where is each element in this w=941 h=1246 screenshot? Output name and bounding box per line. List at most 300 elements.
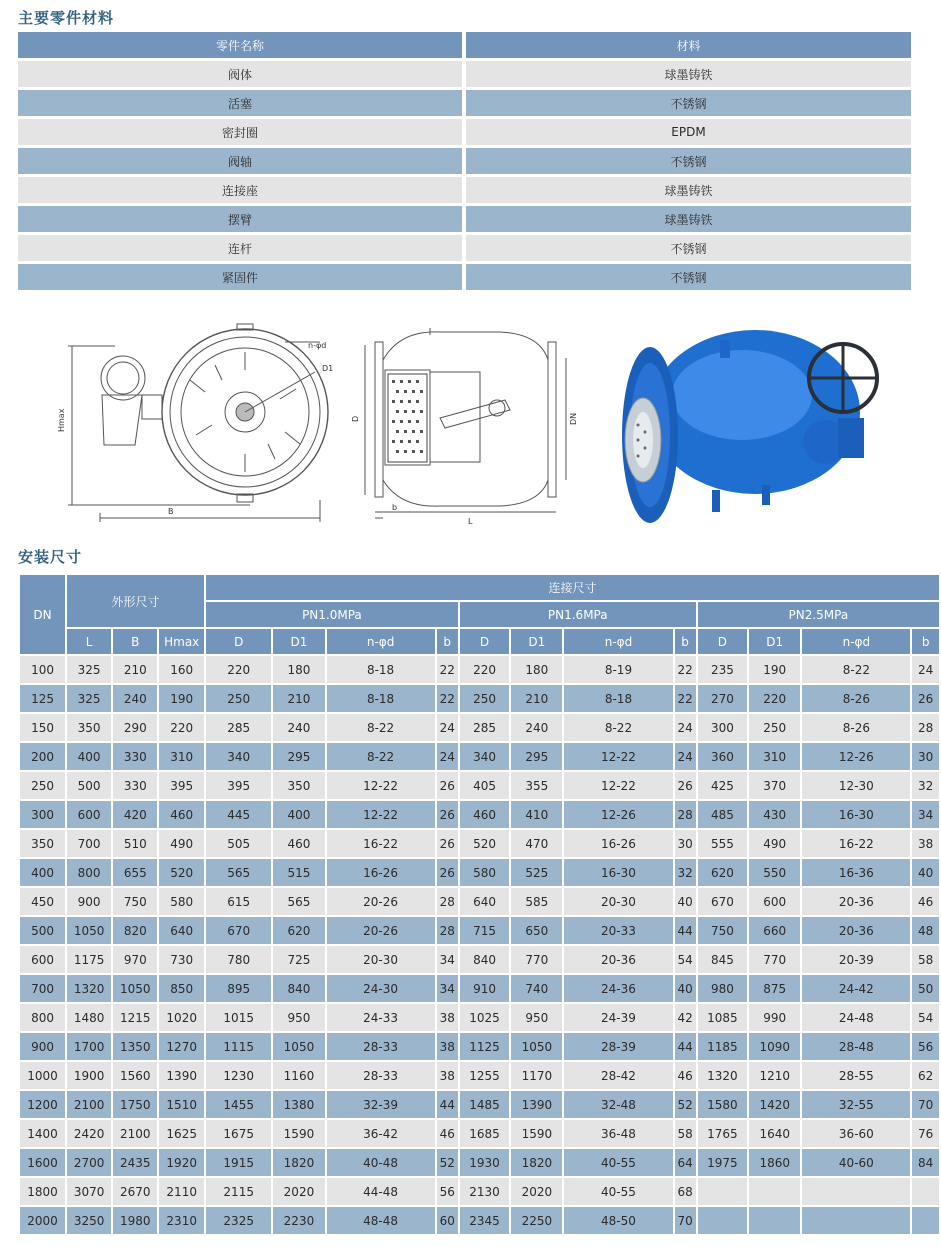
table-cell: 1625 [159, 1120, 204, 1147]
table-cell: 1390 [159, 1062, 204, 1089]
install-rows [20, 656, 939, 1234]
table-cell: 340 [460, 743, 509, 770]
table-cell: 1050 [511, 1033, 562, 1060]
table-cell: 1820 [273, 1149, 324, 1176]
table-cell: 2230 [273, 1207, 324, 1234]
table-cell: 715 [460, 917, 509, 944]
table-cell: 210 [273, 685, 324, 712]
table-cell: 700 [20, 975, 65, 1002]
table-cell: 1050 [67, 917, 111, 944]
table-cell: 200 [20, 743, 65, 770]
table-row [20, 772, 939, 799]
table-cell: 46 [437, 1120, 458, 1147]
dn-header: DN [20, 575, 65, 654]
table-cell: 12-22 [564, 743, 672, 770]
table-cell: 490 [749, 830, 800, 857]
table-cell: 565 [273, 888, 324, 915]
table-cell: 580 [159, 888, 204, 915]
table-cell: 34 [912, 801, 939, 828]
col-header: n-φd [802, 629, 910, 654]
table-cell: 250 [749, 714, 800, 741]
table-cell: 58 [675, 1120, 696, 1147]
table-cell: 36-60 [802, 1120, 910, 1147]
part-material: 不锈钢 [466, 264, 911, 290]
table-cell: 58 [912, 946, 939, 973]
table-cell: 1560 [113, 1062, 157, 1089]
table-cell: 8-22 [802, 656, 910, 683]
table-cell: 620 [273, 917, 324, 944]
table-cell: 330 [113, 772, 157, 799]
table-cell: 900 [67, 888, 111, 915]
part-name: 活塞 [18, 90, 462, 116]
table-cell: 16-22 [327, 830, 435, 857]
table-cell: 600 [749, 888, 800, 915]
table-cell: 20-30 [327, 946, 435, 973]
table-cell: 350 [273, 772, 324, 799]
table-cell: 615 [206, 888, 271, 915]
part-name: 阀轴 [18, 148, 462, 174]
table-row [20, 685, 939, 712]
table-cell: 1390 [511, 1091, 562, 1118]
table-row [20, 1120, 939, 1147]
label-b: B [168, 507, 174, 516]
pn25-header: PN2.5MPa [698, 602, 939, 627]
materials-row [18, 119, 911, 145]
table-cell: 48-50 [564, 1207, 672, 1234]
materials-row [18, 177, 911, 203]
table-cell: 48 [912, 917, 939, 944]
part-name: 阀体 [18, 61, 462, 87]
table-cell: 24 [437, 714, 458, 741]
part-material: 不锈钢 [466, 148, 911, 174]
table-cell: 22 [437, 656, 458, 683]
table-row [20, 1149, 939, 1176]
table-cell: 40-60 [802, 1149, 910, 1176]
table-cell: 1185 [698, 1033, 747, 1060]
table-cell: 20-26 [327, 917, 435, 944]
install-title: 安装尺寸 [18, 548, 83, 566]
table-cell: 30 [912, 743, 939, 770]
table-cell: 990 [749, 1004, 800, 1031]
table-row [20, 1178, 939, 1205]
table-cell: 1320 [698, 1062, 747, 1089]
table-cell: 8-18 [564, 685, 672, 712]
side-view-drawing [365, 328, 566, 518]
table-cell: 32 [675, 859, 696, 886]
table-cell: 40 [675, 888, 696, 915]
connection-header: 连接尺寸 [206, 575, 939, 600]
table-cell: 840 [460, 946, 509, 973]
part-name: 连杆 [18, 235, 462, 261]
table-cell: 395 [159, 772, 204, 799]
table-cell: 28-42 [564, 1062, 672, 1089]
table-cell: 28-39 [564, 1033, 672, 1060]
materials-table [18, 32, 911, 293]
table-cell: 1015 [206, 1004, 271, 1031]
table-cell: 24 [437, 743, 458, 770]
table-cell: 40 [675, 975, 696, 1002]
part-name: 连接座 [18, 177, 462, 203]
table-cell: 16-26 [564, 830, 672, 857]
table-row [20, 714, 939, 741]
table-row [20, 975, 939, 1002]
table-cell: 16-26 [327, 859, 435, 886]
table-cell: 585 [511, 888, 562, 915]
table-cell: 450 [20, 888, 65, 915]
table-cell: 24-48 [802, 1004, 910, 1031]
table-cell: 40 [912, 859, 939, 886]
table-row [20, 743, 939, 770]
table-cell: 8-18 [327, 685, 435, 712]
part-name: 密封圈 [18, 119, 462, 145]
table-cell: 1685 [460, 1120, 509, 1147]
table-cell: 30 [675, 830, 696, 857]
table-cell: 24-39 [564, 1004, 672, 1031]
table-cell: 2100 [67, 1091, 111, 1118]
table-cell: 1600 [20, 1149, 65, 1176]
table-cell: 50 [912, 975, 939, 1002]
table-cell: 20-36 [802, 888, 910, 915]
materials-header-part: 零件名称 [18, 32, 462, 58]
label-side-b: b [392, 503, 398, 512]
part-material: 球墨铸铁 [466, 206, 911, 232]
table-cell: 1920 [159, 1149, 204, 1176]
table-cell: 36-42 [327, 1120, 435, 1147]
table-cell: 38 [437, 1062, 458, 1089]
table-cell: 1320 [67, 975, 111, 1002]
table-cell: 60 [437, 1207, 458, 1234]
table-cell: 240 [511, 714, 562, 741]
table-cell: 520 [159, 859, 204, 886]
table-cell: 180 [273, 656, 324, 683]
table-cell: 1485 [460, 1091, 509, 1118]
table-cell: 500 [67, 772, 111, 799]
table-cell: 190 [749, 656, 800, 683]
table-cell: 550 [749, 859, 800, 886]
table-row [20, 830, 939, 857]
table-cell: 44-48 [327, 1178, 435, 1205]
table-cell: 310 [749, 743, 800, 770]
table-cell: 52 [675, 1091, 696, 1118]
table-cell: 2020 [511, 1178, 562, 1205]
table-cell: 20-30 [564, 888, 672, 915]
table-cell: 1000 [20, 1062, 65, 1089]
table-cell: 770 [511, 946, 562, 973]
materials-row [18, 148, 911, 174]
table-cell: 660 [749, 917, 800, 944]
table-cell: 46 [912, 888, 939, 915]
table-cell: 650 [511, 917, 562, 944]
table-cell: 950 [511, 1004, 562, 1031]
table-row [20, 1207, 939, 1234]
table-cell: 32 [912, 772, 939, 799]
table-cell [802, 1207, 910, 1234]
table-cell: 16-30 [802, 801, 910, 828]
table-cell: 22 [437, 685, 458, 712]
table-cell: 28-33 [327, 1033, 435, 1060]
table-cell: 220 [749, 685, 800, 712]
table-cell: 250 [460, 685, 509, 712]
table-cell: 56 [912, 1033, 939, 1060]
table-cell: 1765 [698, 1120, 747, 1147]
table-cell: 24-30 [327, 975, 435, 1002]
col-header: D1 [273, 629, 324, 654]
table-cell: 26 [437, 801, 458, 828]
table-cell [802, 1178, 910, 1205]
table-cell: 22 [675, 656, 696, 683]
table-cell: 8-22 [564, 714, 672, 741]
table-cell: 1215 [113, 1004, 157, 1031]
table-cell: 820 [113, 917, 157, 944]
table-cell: 470 [511, 830, 562, 857]
table-cell: 2345 [460, 1207, 509, 1234]
table-cell: 24 [675, 743, 696, 770]
table-cell: 2000 [20, 1207, 65, 1234]
table-cell: 325 [67, 685, 111, 712]
col-header: n-φd [327, 629, 435, 654]
table-cell: 8-26 [802, 685, 910, 712]
table-cell: 26 [675, 772, 696, 799]
table-cell: 300 [698, 714, 747, 741]
table-cell: 28 [437, 888, 458, 915]
table-cell [749, 1207, 800, 1234]
table-cell: 370 [749, 772, 800, 799]
col-header: Hmax [159, 629, 204, 654]
install-dimensions-table [18, 573, 941, 1236]
table-cell: 16-36 [802, 859, 910, 886]
table-cell: 490 [159, 830, 204, 857]
table-cell: 48-48 [327, 1207, 435, 1234]
table-cell: 2115 [206, 1178, 271, 1205]
table-cell: 295 [511, 743, 562, 770]
table-cell: 1050 [273, 1033, 324, 1060]
table-cell: 68 [675, 1178, 696, 1205]
table-cell: 1020 [159, 1004, 204, 1031]
valve-drawings [0, 300, 941, 535]
table-cell: 3250 [67, 1207, 111, 1234]
part-material: 不锈钢 [466, 90, 911, 116]
table-cell: 2100 [113, 1120, 157, 1147]
table-cell: 405 [460, 772, 509, 799]
table-cell: 56 [437, 1178, 458, 1205]
table-cell: 875 [749, 975, 800, 1002]
table-cell: 8-18 [327, 656, 435, 683]
table-cell: 2420 [67, 1120, 111, 1147]
table-cell: 970 [113, 946, 157, 973]
table-cell: 38 [437, 1033, 458, 1060]
table-cell: 12-22 [327, 801, 435, 828]
table-cell: 20-26 [327, 888, 435, 915]
table-cell: 250 [20, 772, 65, 799]
table-cell: 1380 [273, 1091, 324, 1118]
materials-row [18, 206, 911, 232]
table-cell: 1050 [113, 975, 157, 1002]
table-cell: 600 [20, 946, 65, 973]
table-cell: 42 [675, 1004, 696, 1031]
table-cell: 16-22 [802, 830, 910, 857]
table-cell: 2670 [113, 1178, 157, 1205]
materials-row [18, 235, 911, 261]
table-cell: 350 [67, 714, 111, 741]
table-cell: 700 [67, 830, 111, 857]
part-material: 不锈钢 [466, 235, 911, 261]
table-cell: 1590 [273, 1120, 324, 1147]
table-cell: 160 [159, 656, 204, 683]
table-cell: 1800 [20, 1178, 65, 1205]
table-cell: 445 [206, 801, 271, 828]
table-cell: 1270 [159, 1033, 204, 1060]
table-cell: 420 [113, 801, 157, 828]
col-header: B [113, 629, 157, 654]
table-cell: 12-22 [327, 772, 435, 799]
table-cell: 38 [437, 1004, 458, 1031]
table-cell: 725 [273, 946, 324, 973]
table-cell: 355 [511, 772, 562, 799]
table-cell: 20-36 [564, 946, 672, 973]
label-l: L [468, 517, 473, 526]
table-cell: 20-36 [802, 917, 910, 944]
table-cell: 1200 [20, 1091, 65, 1118]
table-cell: 1860 [749, 1149, 800, 1176]
table-cell: 1510 [159, 1091, 204, 1118]
table-cell: 840 [273, 975, 324, 1002]
table-cell: 505 [206, 830, 271, 857]
strainer-mesh [388, 374, 427, 462]
part-material: EPDM [466, 119, 911, 145]
table-cell: 24-42 [802, 975, 910, 1002]
table-cell: 285 [460, 714, 509, 741]
table-cell: 555 [698, 830, 747, 857]
table-cell: 410 [511, 801, 562, 828]
table-cell: 640 [159, 917, 204, 944]
table-cell: 895 [206, 975, 271, 1002]
table-cell: 235 [698, 656, 747, 683]
table-cell: 1700 [67, 1033, 111, 1060]
table-cell: 310 [159, 743, 204, 770]
table-cell: 28-55 [802, 1062, 910, 1089]
table-cell: 220 [159, 714, 204, 741]
table-cell: 1640 [749, 1120, 800, 1147]
table-row [20, 1091, 939, 1118]
table-cell: 24-36 [564, 975, 672, 1002]
table-cell: 26 [912, 685, 939, 712]
table-cell: 460 [159, 801, 204, 828]
table-cell: 32-39 [327, 1091, 435, 1118]
table-cell: 670 [698, 888, 747, 915]
table-cell: 24 [675, 714, 696, 741]
col-header: D [698, 629, 747, 654]
table-cell: 36-48 [564, 1120, 672, 1147]
table-row [20, 859, 939, 886]
col-header: b [912, 629, 939, 654]
table-cell: 1210 [749, 1062, 800, 1089]
table-cell: 730 [159, 946, 204, 973]
col-header: D1 [511, 629, 562, 654]
table-row [20, 656, 939, 683]
table-cell: 1350 [113, 1033, 157, 1060]
table-cell: 360 [698, 743, 747, 770]
table-cell: 70 [912, 1091, 939, 1118]
table-cell: 800 [67, 859, 111, 886]
table-cell: 800 [20, 1004, 65, 1031]
table-cell: 290 [113, 714, 157, 741]
table-cell: 1115 [206, 1033, 271, 1060]
table-cell: 210 [511, 685, 562, 712]
table-cell: 565 [206, 859, 271, 886]
table-cell: 620 [698, 859, 747, 886]
materials-row [18, 90, 911, 116]
materials-title: 主要零件材料 [18, 9, 115, 27]
table-cell: 910 [460, 975, 509, 1002]
table-cell: 2020 [273, 1178, 324, 1205]
table-cell: 340 [206, 743, 271, 770]
table-cell: 26 [437, 772, 458, 799]
table-cell: 2110 [159, 1178, 204, 1205]
table-cell: 150 [20, 714, 65, 741]
table-cell: 22 [675, 685, 696, 712]
table-cell: 190 [159, 685, 204, 712]
table-cell: 270 [698, 685, 747, 712]
table-cell: 8-22 [327, 743, 435, 770]
table-cell: 1750 [113, 1091, 157, 1118]
table-cell: 395 [206, 772, 271, 799]
table-cell: 325 [67, 656, 111, 683]
table-cell: 1160 [273, 1062, 324, 1089]
pn10-header: PN1.0MPa [206, 602, 458, 627]
table-cell: 40-55 [564, 1149, 672, 1176]
table-cell: 515 [273, 859, 324, 886]
table-cell: 220 [206, 656, 271, 683]
label-dn: DN [569, 412, 578, 425]
table-cell: 1455 [206, 1091, 271, 1118]
table-cell: 20-33 [564, 917, 672, 944]
table-row [20, 946, 939, 973]
table-cell: 285 [206, 714, 271, 741]
table-cell: 8-26 [802, 714, 910, 741]
column-header-row [20, 629, 939, 654]
label-d1: D1 [322, 364, 334, 373]
table-cell: 750 [113, 888, 157, 915]
table-cell: 24-33 [327, 1004, 435, 1031]
table-cell: 52 [437, 1149, 458, 1176]
table-cell: 500 [20, 917, 65, 944]
part-name: 紧固件 [18, 264, 462, 290]
table-cell: 400 [273, 801, 324, 828]
table-cell: 12-30 [802, 772, 910, 799]
table-cell: 400 [20, 859, 65, 886]
table-cell: 46 [675, 1062, 696, 1089]
table-cell: 640 [460, 888, 509, 915]
table-cell: 240 [113, 685, 157, 712]
table-cell: 950 [273, 1004, 324, 1031]
table-cell: 780 [206, 946, 271, 973]
table-cell: 1400 [20, 1120, 65, 1147]
outline-header: 外形尺寸 [67, 575, 204, 627]
table-cell: 28 [675, 801, 696, 828]
col-header: D [206, 629, 271, 654]
part-material: 球墨铸铁 [466, 61, 911, 87]
table-cell: 520 [460, 830, 509, 857]
table-cell: 34 [437, 946, 458, 973]
table-cell: 330 [113, 743, 157, 770]
table-cell: 460 [460, 801, 509, 828]
table-cell: 1580 [698, 1091, 747, 1118]
table-cell: 40-48 [327, 1149, 435, 1176]
table-cell: 580 [460, 859, 509, 886]
table-cell: 2130 [460, 1178, 509, 1205]
table-cell: 980 [698, 975, 747, 1002]
pn16-header: PN1.6MPa [460, 602, 696, 627]
